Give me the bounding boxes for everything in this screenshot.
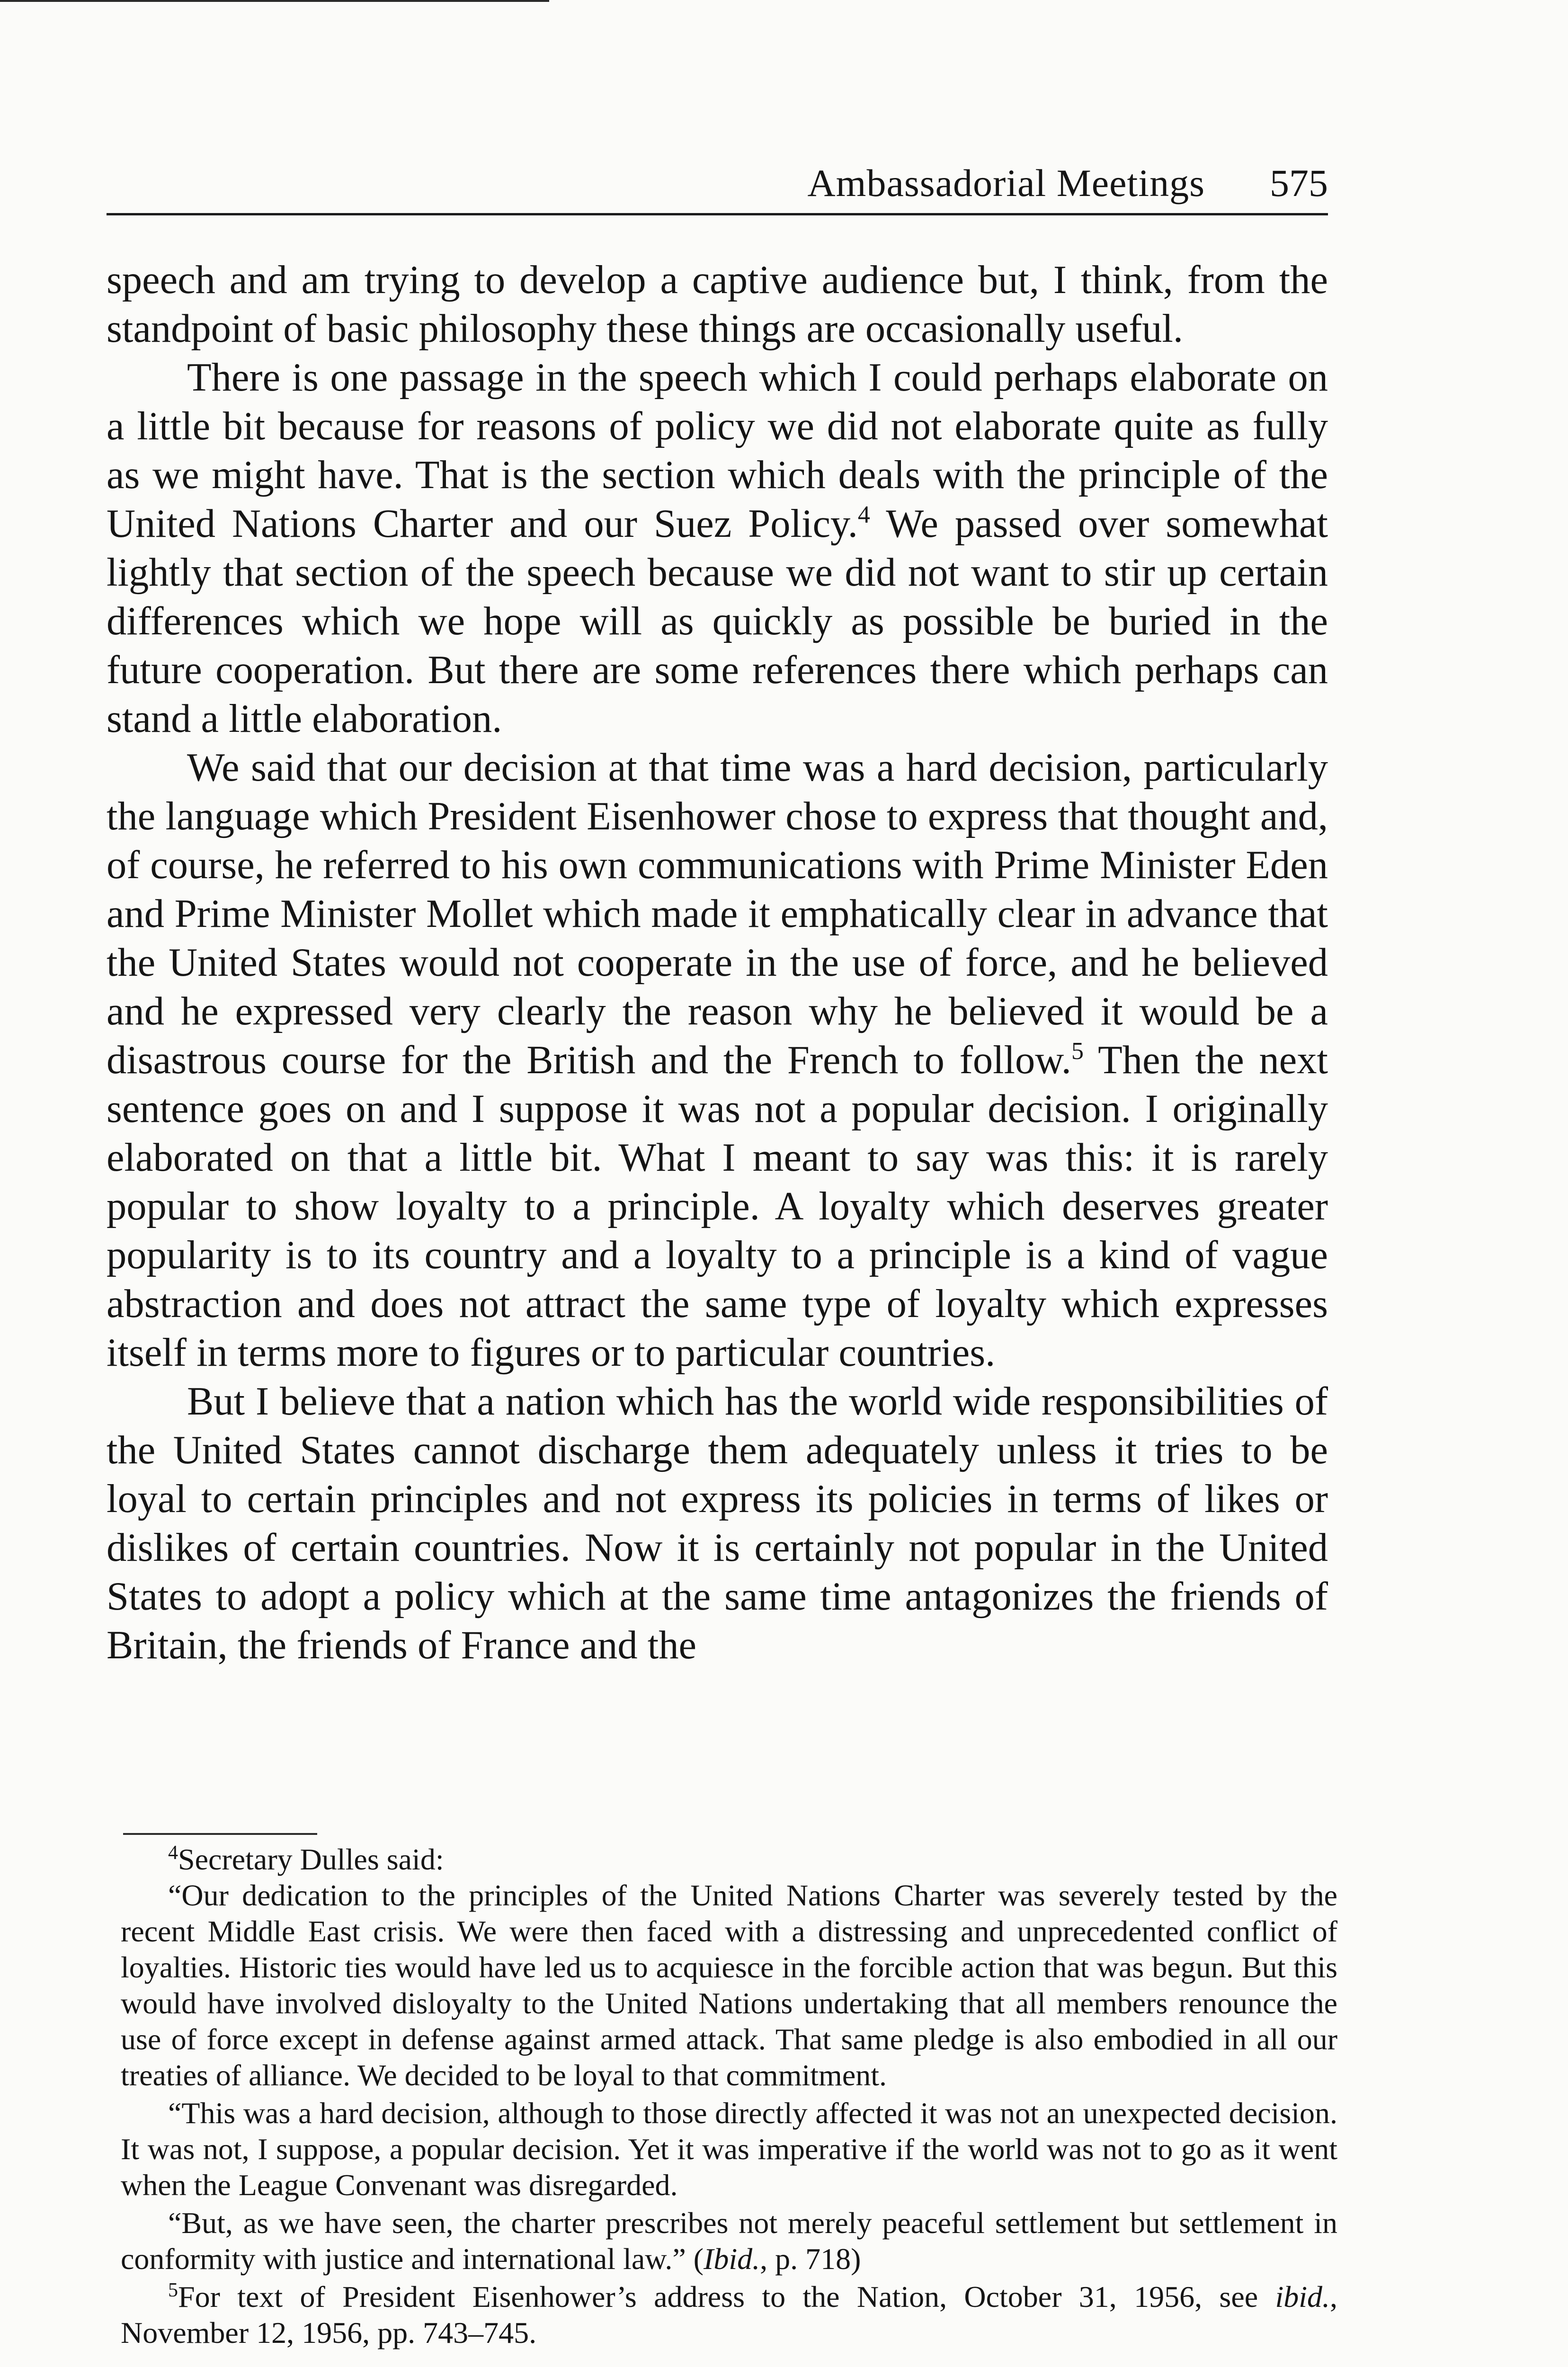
footnote-4-quote-3-text: “But, as we have seen, the charter prescribes not merely peaceful settlement but settlement in conformity with justice and international law.” ( xyxy=(121,2206,1337,2276)
footnote-5-text-end: , November 12, 1956, pp. 743–745. xyxy=(121,2280,1337,2349)
footnote-divider xyxy=(123,1833,317,1835)
footnote-marker-4: 4 xyxy=(168,1842,178,1864)
footnote-4-intro-text: Secretary Dulles said: xyxy=(178,1842,444,1876)
paragraph-3-text-cont: Then the next sentence goes on and I suppose it was not a popular decision. I originally elaborated on that a little bit. What I meant to say was this: it is rarely popular to show loyalty to a principle. A loyalty which deserves greater popularity is to its country and a loyalty to a principle is a kind of vague abstraction and does not attract the same type of loyalty which expresses itself in terms more to figures or to particular countries. xyxy=(107,1038,1328,1375)
paragraph-4-text: But I believe that a nation which has the world wide responsibilities of the United States cannot discharge them adequately unless it tries to be loyal to certain principles and not express its policies in terms of likes or dislikes of certain countries. Now it is certainly not popular in the United States to adopt a policy which at the same time antagonizes the friends of Britain, the friends of France and the xyxy=(107,1379,1328,1667)
footnote-5-text: For text of President Eisenhower’s address to the Nation, October 31, 1956, see xyxy=(178,2280,1275,2314)
footnote-ref-5: 5 xyxy=(1071,1038,1084,1065)
paragraph-4 xyxy=(107,1377,1328,1670)
paragraph-3 xyxy=(107,743,1328,1377)
footnote-5 xyxy=(121,2279,1337,2351)
footnote-4-quote-2 xyxy=(121,2095,1337,2203)
footnote-4-quote-2-text: “This was a hard decision, although to those directly affected it was not an unexpected decision. It was not, I suppose, a popular decision. Yet it was imperative if the world was not to go as it went when the League Convenant was disregarded. xyxy=(121,2096,1337,2202)
footnote-5-ibid: ibid. xyxy=(1275,2280,1330,2314)
running-title: Ambassadorial Meetings xyxy=(807,161,1205,205)
paragraph-2 xyxy=(107,353,1328,743)
paragraph-2-text: There is one passage in the speech which I could perhaps elaborate on a little bit because for reasons of policy we did not elaborate quite as fully as we might have. That is the section which deals with the principle of the United Nations Charter and our Suez Policy. xyxy=(107,356,1328,546)
footnote-4-quote-1-text: “Our dedication to the principles of the United Nations Charter was severely tested by the recent Middle East crisis. We were then faced with a distressing and unprecedented conflict of loyalties. Historic ties would have led us to acquiesce in the forcible action that was begun. But this would have involved disloyalty to the United Nations undertaking that all members renounce the use of force except in defense against armed attack. That same pledge is also embodied in all our treaties of alliance. We decided to be loyal to that commitment. xyxy=(121,1878,1337,2092)
footnote-4-quote-3-end: , p. 718) xyxy=(760,2242,861,2276)
footnote-4-intro xyxy=(121,1842,1337,1878)
paragraph-1-text: speech and am trying to develop a captive audience but, I think, from the standpoint of basic philosophy these things are occasionally useful. xyxy=(107,258,1328,351)
page-number: 575 xyxy=(1270,161,1328,205)
paragraph-1 xyxy=(107,256,1328,353)
paragraph-2-text-cont: We passed over somewhat lightly that section of the speech because we did not want to stir up certain differences which we hope will as quickly as possible be buried in the future cooperation. But there are some references there which perhaps can stand a little elaboration. xyxy=(107,502,1328,741)
body-text xyxy=(107,256,1328,1670)
footnote-ref-4: 4 xyxy=(857,501,870,528)
running-head xyxy=(107,156,1328,215)
footnote-4-ibid: Ibid. xyxy=(704,2242,760,2276)
paragraph-3-text: We said that our decision at that time was a hard decision, particularly the language which President Eisenhower chose to express that thought and, of course, he referred to his own communications with Prime Minister Eden and Prime Minister Mollet which made it emphatically clear in advance that the United States would not cooperate in the use of force, and he believed and he expressed very clearly the reason why he believed it would be a disastrous course for the British and the French to follow. xyxy=(107,746,1328,1082)
footnote-marker-5: 5 xyxy=(168,2279,178,2301)
footnotes xyxy=(121,1842,1337,2351)
footnote-4-quote-1 xyxy=(121,1878,1337,2093)
top-edge-rule xyxy=(0,0,549,2)
footnote-4-quote-3 xyxy=(121,2205,1337,2277)
